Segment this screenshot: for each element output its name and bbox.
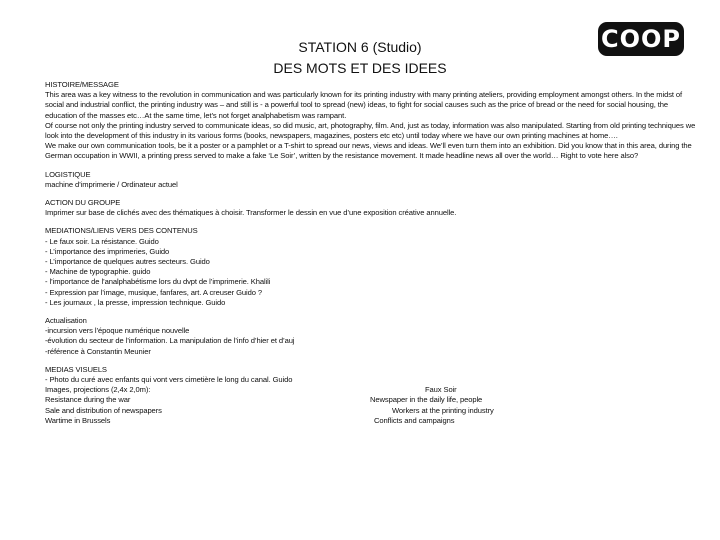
action-heading: ACTION DU GROUPE bbox=[45, 198, 121, 208]
action-text: Imprimer sur base de clichés avec des thématiques à choisir. Transformer le dessin en vue d’une exposition créative annuelle. bbox=[45, 208, 457, 218]
list-item: - Expression par l’image, musique, fanfares, art. A creuser Guido ? bbox=[45, 287, 263, 297]
medias-row bbox=[45, 406, 700, 416]
medias-row-left: Wartime in Brussels bbox=[45, 415, 111, 425]
histoire-paragraph-2: Of course not only the printing industry served to communicate ideas, so did music, art, photography, film. And, just as today, information was also manipulated. Starting from old printing techniques we look into the development of this industry in its various forms (books, newspapers, magazines, posters etc etc) until today where we have our own printing machines at home…. bbox=[45, 120, 696, 141]
medias-row-left: Resistance during the war bbox=[45, 395, 131, 405]
mediations-heading: MEDIATIONS/LIENS VERS DES CONTENUS bbox=[45, 226, 198, 236]
medias-line: - Photo du curé avec enfants qui vont vers cimetière le long du canal. Guido bbox=[45, 375, 293, 385]
medias-row-right: Newspaper in the daily life, people bbox=[370, 395, 483, 405]
list-item: -référence à Constantin Meunier bbox=[45, 346, 151, 356]
histoire-paragraph-1: This area was a key witness to the revolution in communication and was particularly known for its printing industry with many printing ateliers, providing employment amongst others. In the midst of social and industrial conflict, the printing industry was – and still is - a powerful tool to spread (new) ideas, to fight for social causes such as the price of bread or the need for social housing, the education of the masses etc…At the same time, let’s not forget analphabetism was rampant. bbox=[45, 90, 683, 120]
medias-row bbox=[45, 385, 700, 395]
histoire-paragraph-3: We make our own communication tools, be it a poster or a pamphlet or a T-shirt to spread our news, views and ideas. We’ll even turn them into an exhibition. Did you know that in this area, during the German occupation in WWII, a printing press served to make a fake ‘Le Soir’, written by the resistance movement. It made headline news all over the world… Right to vote here also? bbox=[45, 141, 692, 161]
actualisation-heading: Actualisation bbox=[45, 316, 87, 326]
title-line-2: DES MOTS ET DES IDEES bbox=[273, 60, 447, 76]
medias-row-left: Images, projections (2,4x 2,0m): bbox=[45, 385, 151, 395]
histoire-heading: HISTOIRE/MESSAGE bbox=[45, 80, 119, 89]
list-item: - Les journaux , la presse, impression technique. Guido bbox=[45, 297, 226, 307]
medias-heading: MEDIAS VISUELS bbox=[45, 364, 107, 374]
medias-row-right: Conflicts and campaigns bbox=[374, 415, 455, 425]
document-body bbox=[45, 80, 700, 426]
list-item: - Le faux soir. La résistance. Guido bbox=[45, 236, 159, 246]
medias-row bbox=[45, 395, 700, 405]
logistique-text: machine d’imprimerie / Ordinateur actuel bbox=[45, 179, 178, 189]
list-item: - Machine de typographie. guido bbox=[45, 267, 151, 277]
title-line-1: STATION 6 (Studio) bbox=[298, 39, 422, 55]
list-item: -incursion vers l’époque numérique nouvelle bbox=[45, 326, 190, 336]
list-item: -évolution du secteur de l’information. La manipulation de l’info d’hier et d’auj bbox=[45, 336, 295, 346]
coop-logo: COOP bbox=[598, 22, 684, 56]
logistique-heading: LOGISTIQUE bbox=[45, 169, 91, 179]
page-title bbox=[220, 37, 500, 79]
list-item: - l’importance de l’analphabétisme lors du dvpt de l’imprimerie. Khalili bbox=[45, 277, 271, 287]
medias-row-right: Faux Soir bbox=[425, 385, 457, 395]
medias-row-left: Sale and distribution of newspapers bbox=[45, 405, 162, 415]
list-item: - L’importance des imprimeries, Guido bbox=[45, 246, 170, 256]
medias-row bbox=[45, 416, 700, 426]
medias-row-right: Workers at the printing industry bbox=[392, 405, 494, 415]
list-item: - L’importance de quelques autres secteurs. Guido bbox=[45, 257, 210, 267]
